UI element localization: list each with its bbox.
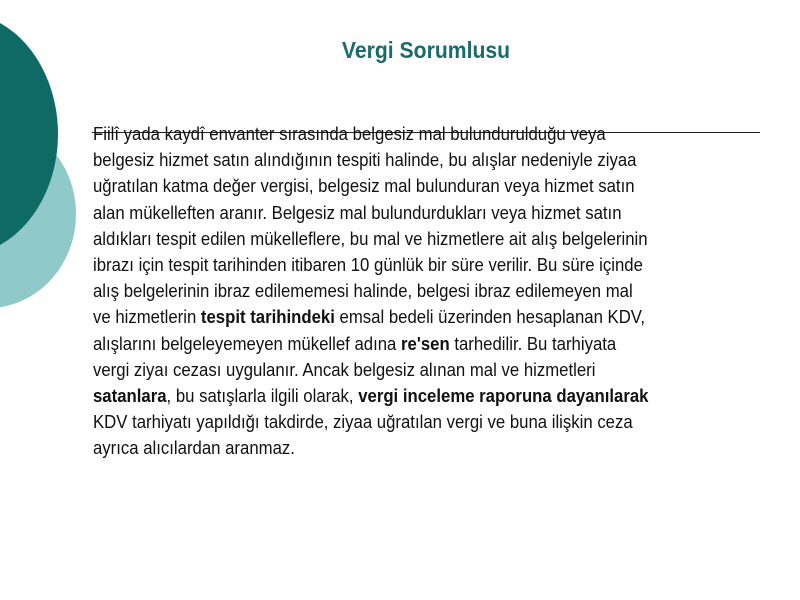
- bold-text-run: vergi inceleme raporuna dayanılarak: [358, 386, 649, 407]
- bold-text-run: tespit tarihindeki: [200, 307, 335, 328]
- paragraph-line: [93, 383, 744, 409]
- paragraph-line: Fiilî yada kaydî envanter sırasında belgesiz mal bulundurulduğu veya: [93, 124, 606, 144]
- bold-text-run: satanlara: [93, 386, 167, 407]
- text-run: ve hizmetlerin: [93, 307, 201, 328]
- paragraph-line: [93, 304, 744, 330]
- text-run: , bu satışlarla ilgili olarak,: [166, 386, 359, 407]
- bold-text-run: re'sen: [401, 333, 450, 354]
- paragraph-line: ayrıca alıcılardan aranmaz.: [93, 438, 295, 459]
- paragraph-line: aldıkları tespit edilen mükelleflere, bu mal ve hizmetlere ait alış belgelerinin: [93, 228, 648, 249]
- slide-body-paragraph: [93, 121, 744, 462]
- paragraph-line: [93, 331, 744, 357]
- paragraph-line: vergi ziyaı cezası uygulanır. Ancak belgesiz alınan mal ve hizmetleri: [93, 359, 596, 380]
- text-run: alışlarını belgeleyemeyen mükellef adına: [93, 333, 402, 354]
- paragraph-line: alış belgelerinin ibraz edilememesi halinde, belgesi ibraz edilemeyen mal: [93, 281, 633, 302]
- paragraph-line: KDV tarhiyatı yapıldığı takdirde, ziyaa uğratılan vergi ve buna ilişkin ceza: [93, 412, 633, 433]
- paragraph-line: uğratılan katma değer vergisi, belgesiz mal bulunduran veya hizmet satın: [93, 176, 635, 197]
- paragraph-line: ibrazı için tespit tarihinden itibaren 10 günlük bir süre verilir. Bu süre içinde: [93, 255, 643, 276]
- slide-title: Vergi Sorumlusu: [341, 37, 511, 63]
- text-run: emsal bedeli üzerinden hesaplanan KDV,: [334, 307, 646, 328]
- text-run: tarhedilir. Bu tarhiyata: [449, 333, 617, 354]
- paragraph-line: belgesiz hizmet satın alındığının tespiti halinde, bu alışlar nedeniyle ziyaa: [93, 150, 637, 171]
- paragraph-line: alan mükelleften aranır. Belgesiz mal bulundurdukları veya hizmet satın: [93, 202, 622, 223]
